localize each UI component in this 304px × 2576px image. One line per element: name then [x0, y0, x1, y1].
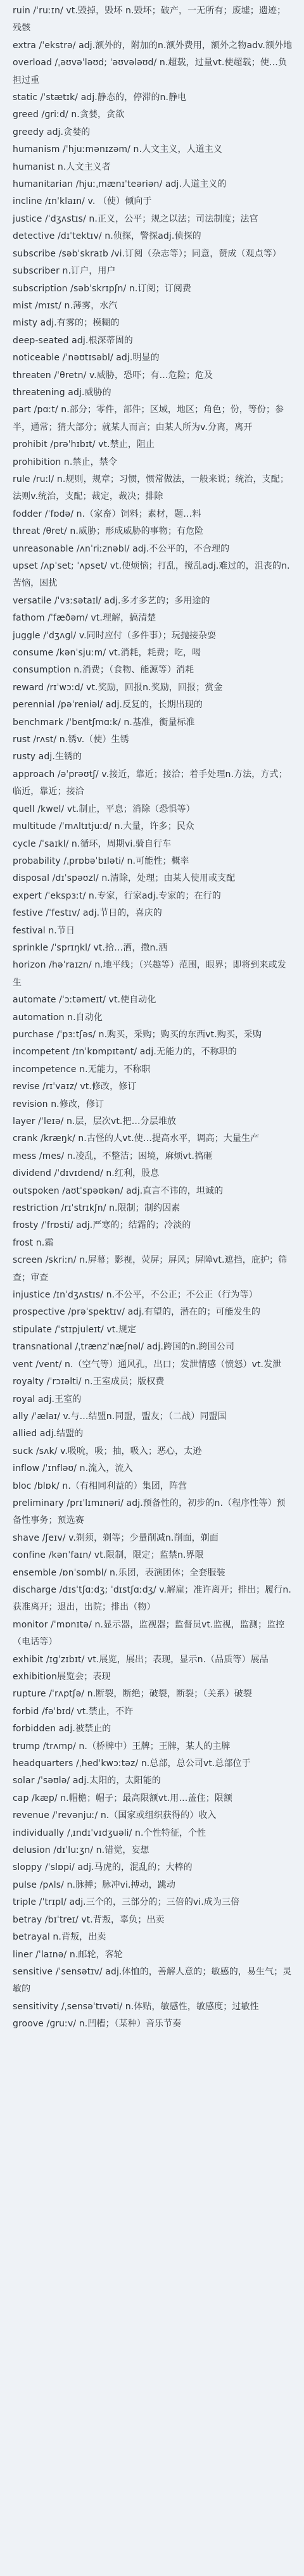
vocab-entry: incompetent /ɪnˈkɒmpɪtənt/ adj.无能力的，不称职的 — [13, 1047, 237, 1058]
vocab-entry: transnational /ˌtrænzˈnæʃnəl/ adj.跨国的n.跨国公司 — [13, 1342, 235, 1353]
vocab-entry: revise /rɪˈvaɪz/ vt.修改，修订 — [13, 1082, 137, 1092]
vocab-entry: prohibit /prəˈhɪbɪt/ vt.禁止，阻止 — [13, 439, 155, 450]
vocab-entry: automation n.自动化 — [13, 1012, 103, 1023]
vocab-entry: shave /ʃeɪv/ v.剃须，剃等；少量削减n.削面，剃面 — [13, 1532, 218, 1543]
vocab-entry: threatening adj.威胁的 — [13, 387, 111, 398]
vocab-entry: part /pɑːt/ n.部分；零件，部件；区域，地区；角色；份，等份；参半，通常；猜大部分；就某人而言；由某人所为v.分离，离开 — [13, 405, 284, 432]
vocab-entry: perennial /pəˈreniəl/ adj.反复的，长期出现的 — [13, 700, 203, 710]
vocab-entry: liner /ˈlaɪnə/ n.邮轮，客轮 — [13, 1949, 123, 1960]
vocab-entry: purchase /ˈpɜːtʃəs/ n.购买，采购；购买的东西vt.购买，采购 — [13, 1029, 262, 1040]
vocab-entry: subscriber n.订户，用户 — [13, 266, 116, 277]
vocab-entry: discharge /dɪsˈtʃɑːdʒ; ˈdɪstʃɑːdʒ/ v.解雇；准许离开；排出；履行n.获准离开；退出，出院；排出（物） — [13, 1584, 291, 1613]
vocab-entry: versatile /ˈvɜːsətaɪl/ adj.多才多艺的；多用途的 — [13, 595, 210, 606]
vocab-entry: pulse /pʌls/ n.脉搏；脉冲vi.搏动，跳动 — [13, 1879, 175, 1890]
vocab-entry: justice /ˈdʒʌstɪs/ n.正义，公平；规之以法；司法制度；法官 — [13, 213, 258, 224]
vocab-entry: fathom /ˈfæðəm/ vt.理解，搞清楚 — [13, 613, 156, 624]
vocab-entry: approach /əˈprəʊtʃ/ v.接近，靠近；接洽；着手处理n.方法，方式；临近，靠近；接洽 — [13, 769, 288, 797]
vocab-entry: stipulate /ˈstɪpjuleɪt/ vt.规定 — [13, 1324, 137, 1335]
vocab-entry: headquarters /ˌhedˈkwɔːtəz/ n.总部，总公司vt.总部位于 — [13, 1758, 251, 1769]
vocab-entry: vent /vent/ n.（空气等）通风孔，出口；发泄情感（愤怒）vt.发泄 — [13, 1359, 282, 1370]
vocab-entry: deep-seated adj.根深蒂固的 — [13, 335, 133, 346]
vocab-entry: dividend /ˈdɪvɪdend/ n.红利，股息 — [13, 1168, 160, 1179]
vocab-entry: layer /ˈleɪə/ n.层，层次vt.把…分层堆放 — [13, 1116, 177, 1127]
vocab-entry: automate /ˈɔːtəmeɪt/ vt.使自动化 — [13, 995, 156, 1006]
vocab-entry: forbidden adj.被禁止的 — [13, 1724, 111, 1734]
vocab-entry: inflow /ˈɪnfləʊ/ n.流入，流入 — [13, 1463, 133, 1474]
vocab-entry: outspoken /aʊtˈspəʊkən/ adj.直言不讳的，坦诚的 — [13, 1185, 224, 1196]
vocab-entry: mist /mɪst/ n.薄雾，水汽 — [13, 300, 118, 311]
vocab-entry: humanist n.人文主义者 — [13, 161, 111, 172]
vocab-entry: restriction /rɪˈstrɪkʃn/ n.限制；制约因素 — [13, 1203, 180, 1214]
vocab-entry: allied adj.结盟的 — [13, 1429, 84, 1439]
vocab-entry: incompetence n.无能力，不称职 — [13, 1064, 151, 1075]
vocab-entry: quell /kwel/ vt.制止，平息；消除（恐惧等） — [13, 804, 195, 814]
vocab-entry: noticeable /ˈnəʊtɪsəbl/ adj.明显的 — [13, 353, 160, 363]
vocab-entry: unreasonable /ʌnˈriːznəbl/ adj.不公平的，不合理的 — [13, 543, 230, 554]
vocab-entry: confine /kənˈfaɪn/ vt.限制，限定；监禁n.界限 — [13, 1550, 204, 1561]
vocab-entry: royal adj.王室的 — [13, 1394, 82, 1405]
vocab-entry: ensemble /ɒnˈsɒmbl/ n.乐团，表演团体；全套服装 — [13, 1567, 225, 1578]
vocab-entry: sensitive /ˈsensətɪv/ adj.体恤的，善解人意的；敏感的，易生气；灵敏的 — [13, 1966, 292, 1995]
vocab-entry: subscription /səbˈskrɪpʃn/ n.订阅；订阅费 — [13, 283, 192, 294]
vocab-entry: threat /θret/ n.威胁；形成威胁的事物；有危险 — [13, 526, 204, 537]
vocab-entry: consume /kənˈsjuːm/ vt.消耗，耗费；吃，喝 — [13, 648, 201, 659]
vocab-entry: disposal /dɪˈspəʊzl/ n.清除，处理；由某人使用或支配 — [13, 873, 236, 884]
vocab-entry: multitude /ˈmʌltɪtjuːd/ n.大量，许多；民众 — [13, 821, 194, 832]
vocab-entry: frosty /ˈfrɒsti/ adj.严寒的；结霜的；冷淡的 — [13, 1220, 191, 1231]
vocab-entry: triple /ˈtrɪpl/ adj.三个的，三部分的；三倍的vi.成为三倍 — [13, 1897, 240, 1908]
vocab-entry: individually /ˌɪndɪˈvɪdʒuəli/ n.个性特征，个性 — [13, 1828, 206, 1838]
vocab-entry: frost n.霜 — [13, 1237, 54, 1248]
vocab-entry: sensitivity /ˌsensəˈtɪvəti/ n.体贴，敏感性，敏感度；过敏性 — [13, 2001, 259, 2012]
vocab-entry: sprinkle /ˈsprɪŋkl/ vt.拾…洒，撒n.洒 — [13, 942, 168, 953]
vocab-entry: ruin /ˈruːɪn/ vt.毁掉，毁坏 n.毁坏；破产，一无所有；废墟；遗迹；残骸 — [13, 6, 286, 34]
vocab-entry: humanitarian /hjuːˌmænɪˈteəriən/ adj.人道主义的 — [13, 179, 227, 190]
vocab-entry: monitor /ˈmɒnɪtə/ n.显示器，监视器；监督员vt.监视，监测；监控（电话等） — [13, 1619, 285, 1648]
vocab-entry: sloppy /ˈslɒpi/ adj.马虎的，混乱的；大棒的 — [13, 1862, 193, 1873]
vocab-entry: bloc /blɒk/ n.（有相同利益的）集团，阵营 — [13, 1481, 187, 1491]
vocab-entry: betray /bɪˈtreɪ/ vt.背叛，辜负；出卖 — [13, 1914, 165, 1925]
vocab-entry: static /ˈstætɪk/ adj.静态的，停滞的n.静电 — [13, 92, 187, 103]
vocab-entry: delusion /dɪˈluːʒn/ n.错觉，妄想 — [13, 1845, 149, 1856]
vocab-entry: prospective /prəˈspektɪv/ adj.有望的，潜在的；可能发生的 — [13, 1307, 261, 1318]
vocab-entry: trump /trʌmp/ n.（桥牌中）王牌；王牌，某人的主牌 — [13, 1741, 231, 1752]
vocab-entry: benchmark /ˈbentʃmɑːk/ n.基准，衡量标准 — [13, 717, 195, 728]
vocab-entry: misty adj.有雾的；模糊的 — [13, 318, 120, 329]
vocab-entry: detective /dɪˈtektɪv/ n.侦探，警探adj.侦探的 — [13, 231, 201, 242]
vocab-entry: fodder /ˈfɒdə/ n.（家畜）饲料；素材，题…料 — [13, 508, 201, 519]
vocab-entry: preliminary /prɪˈlɪmɪnəri/ adj.预备性的，初步的n.（程序性等）预备性事务；预选赛 — [13, 1498, 286, 1526]
vocab-entry: probability /ˌprɒbəˈbɪləti/ n.可能性；概率 — [13, 856, 189, 866]
vocab-entry: ally /ˈælaɪ/ v.与…结盟n.同盟，盟友；（二战）同盟国 — [13, 1411, 227, 1422]
vocab-entry: exhibit /ɪɡˈzɪbɪt/ vt.展览，展出；表现，显示n.（品质等）展品 — [13, 1654, 269, 1665]
vocab-entry: prohibition n.禁止，禁令 — [13, 457, 117, 467]
vocab-entry: reward /rɪˈwɔːd/ vt.奖励，回报n.奖励，回报；赏金 — [13, 682, 223, 693]
vocab-entry: rusty adj.生锈的 — [13, 752, 82, 762]
vocab-entry: royalty /ˈrɔɪəlti/ n.王室成员；版权费 — [13, 1377, 165, 1387]
vocab-entry: injustice /ɪnˈdʒʌstɪs/ n.不公平，不公正；不公正（行为等） — [13, 1290, 258, 1301]
vocab-entry: cap /kæp/ n.帽檐；帽子；最高限额vt.用…盖住；限额 — [13, 1793, 232, 1803]
vocab-entry: festive /ˈfestɪv/ adj.节日的，喜庆的 — [13, 908, 162, 919]
vocab-entry: revenue /ˈrevənjuː/ n.（国家或组织获得的）收入 — [13, 1810, 217, 1821]
vocab-entry: greedy adj.贪婪的 — [13, 127, 91, 137]
vocab-entry: incline /ɪnˈklaɪn/ v. （使）倾向于 — [13, 196, 152, 207]
vocab-entry: humanism /ˈhjuːmənɪzəm/ n.人文主义，人道主义 — [13, 144, 222, 155]
vocab-entry: juggle /ˈdʒʌɡl/ v.同时应付（多件事）；玩抛接杂耍 — [13, 630, 217, 641]
vocab-entry: subscribe /səbˈskraɪb /vi.订阅（杂志等）；同意，赞成（观点等） — [13, 248, 282, 259]
vocab-entry: festival n.节日 — [13, 925, 75, 936]
vocab-entry: revision n.修改，修订 — [13, 1099, 104, 1109]
vocab-entry: exhibition展览会；表现 — [13, 1672, 111, 1682]
vocab-entry: horizon /həˈraɪzn/ n.地平线；（兴趣等）范围，眼界；即将到来或发生 — [13, 960, 286, 988]
vocab-entry: mess /mes/ n.凌乱，不整洁；困境，麻烦vt.搞砸 — [13, 1151, 213, 1161]
vocab-entry: threaten /ˈθretn/ v.威胁，恐吓；有…危险；危及 — [13, 370, 213, 381]
vocab-entry: extra /ˈekstrə/ adj.额外的，附加的n.额外费用，额外之物adv.额外地 — [13, 40, 293, 51]
vocab-entry: forbid /fəˈbɪd/ vt.禁止，不许 — [13, 1706, 134, 1717]
vocab-entry: crank /kræŋk/ n.古怪的人vt.使…提高水平，调高；大量生产 — [13, 1133, 260, 1144]
vocab-entry: rupture /ˈrʌptʃə/ n.断裂，断绝；破裂，断裂；（关系）破裂 — [13, 1689, 252, 1700]
vocab-entry: overload /ˌəʊvəˈləʊd; ˈəʊvələʊd/ n.超载，过量vt.使超载；使…负担过重 — [13, 58, 288, 85]
vocab-entry: cycle /ˈsaɪkl/ n.循环，周期vi.骑自行车 — [13, 838, 172, 849]
vocab-entry: expert /ˈekspɜːt/ n.专家，行家adj.专家的；在行的 — [13, 890, 221, 901]
vocab-entry: suck /sʌk/ v.吸吮，吸；抽，吸入；恶心，太逊 — [13, 1446, 202, 1456]
vocab-entry: solar /ˈsəʊlə/ adj.太阳的，太阳能的 — [13, 1776, 161, 1786]
vocab-entry: groove /ɡruːv/ n.凹槽；（某种）音乐节奏 — [13, 2019, 182, 2030]
vocab-entry: upset /ʌpˈset; ˈʌpset/ vt.使烦恼；打乱，搅乱adj.难过的，沮丧的n.苦恼，困扰 — [13, 561, 290, 589]
vocab-entry: consumption n.消费；（食物、能源等）消耗 — [13, 665, 194, 676]
vocab-entry: rule /ruːl/ n.规则，规章；习惯，惯常做法，一般来说；统治，支配；法则v.统治，支配；裁定，裁决；排除 — [13, 474, 289, 502]
vocab-entry: rust /rʌst/ n.锈v.（使）生锈 — [13, 735, 129, 745]
vocab-entry: betrayal n.背叛，出卖 — [13, 1932, 106, 1943]
vocab-entry: greed /ɡriːd/ n.贪婪，贪欲 — [13, 110, 125, 120]
vocab-entry: screen /skriːn/ n.屏幕；影视，荧屏；屏风；屏障vt.遮挡，庇护；筛查；审查 — [13, 1255, 288, 1283]
